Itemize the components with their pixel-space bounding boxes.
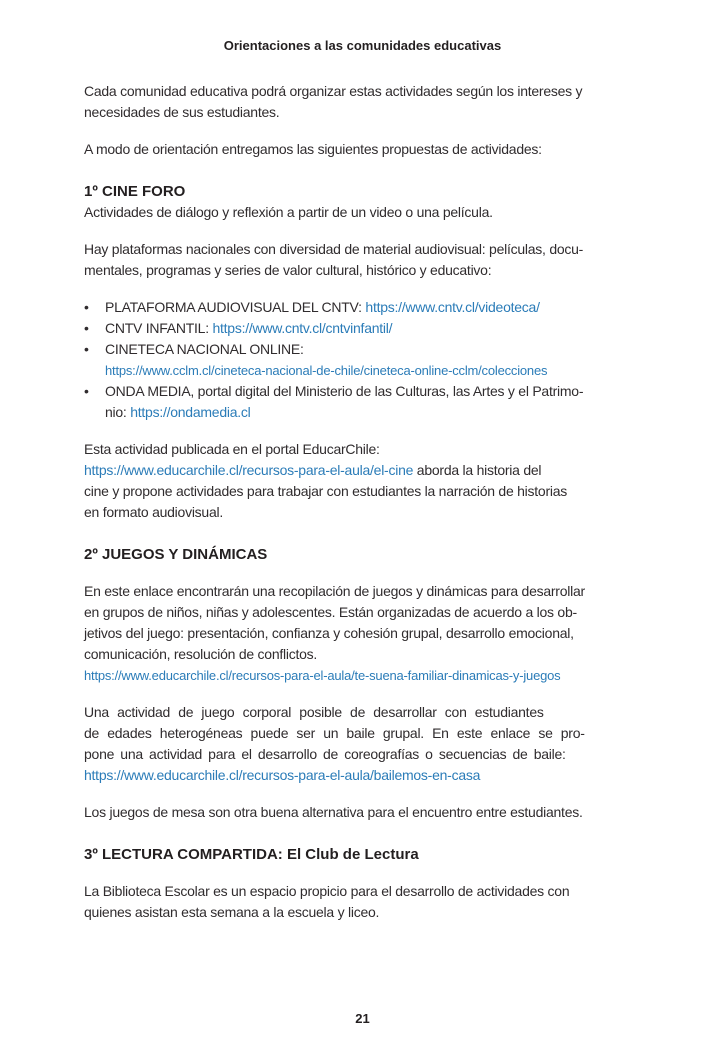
paragraph-line: Hay plataformas nacionales con diversidad de material audiovisual: películas, docu- bbox=[84, 241, 584, 257]
paragraph-line: en grupos de niños, niñas y adolescentes. Están organizadas de acuerdo a los ob- bbox=[84, 604, 577, 620]
paragraph-line: aborda la historia del bbox=[413, 462, 542, 478]
paragraph-line: pone una actividad para el desarrollo de coreografías o secuencias de baile: bbox=[84, 746, 566, 762]
paragraph-line: Los juegos de mesa son otra buena alternativa para el encuentro entre estudiantes. bbox=[84, 804, 583, 820]
link-cntv-infantil[interactable]: https://www.cntv.cl/cntvinfantil/ bbox=[212, 320, 393, 336]
link-educarchile-dinamicas-y-juegos[interactable]: https://www.educarchile.cl/recursos-para-el-aula/te-suena-familiar-dinamicas-y-juegos bbox=[84, 668, 561, 683]
bullet-icon: • bbox=[84, 383, 89, 399]
section-heading-cine-foro: 1º CINE FORO bbox=[84, 183, 186, 200]
intro-paragraph-2 bbox=[84, 139, 645, 160]
document-body bbox=[0, 81, 725, 923]
bullet-label-continued: nio: bbox=[105, 404, 131, 420]
paragraph-line: Cada comunidad educativa podrá organizar estas actividades según los intereses y bbox=[84, 83, 583, 99]
paragraph-line: mentales, programas y series de valor cultural, histórico y educativo: bbox=[84, 262, 492, 278]
paragraph-line: Una actividad de juego corporal posible de desarrollar con estudiantes bbox=[84, 704, 544, 720]
juegos-paragraph-3 bbox=[84, 802, 645, 823]
link-cineteca-online[interactable]: https://www.cclm.cl/cineteca-nacional-de-chile/cineteca-online-cclm/colecciones bbox=[105, 363, 548, 378]
paragraph-line: Actividades de diálogo y reflexión a partir de un video o una película. bbox=[84, 204, 493, 220]
paragraph-line: Esta actividad publicada en el portal EducarChile: bbox=[84, 441, 380, 457]
educarchile-cine-paragraph bbox=[84, 439, 645, 523]
list-item-cntv-videoteca bbox=[84, 297, 645, 318]
list-item-onda-media bbox=[84, 381, 645, 423]
intro-paragraph-1 bbox=[84, 81, 645, 123]
bullet-icon: • bbox=[84, 320, 89, 336]
bullet-icon: • bbox=[84, 299, 89, 315]
bullet-label: CINETECA NACIONAL ONLINE: bbox=[105, 341, 304, 357]
paragraph-line: En este enlace encontrarán una recopilación de juegos y dinámicas para desarrollar bbox=[84, 583, 585, 599]
running-header: Orientaciones a las comunidades educativas bbox=[223, 38, 502, 53]
link-educarchile-bailemos-en-casa[interactable]: https://www.educarchile.cl/recursos-para-el-aula/bailemos-en-casa bbox=[84, 767, 481, 783]
bullet-label: ONDA MEDIA, portal digital del Ministerio de las Culturas, las Artes y el Patrimo- bbox=[105, 383, 584, 399]
section-heading-juegos: 2º JUEGOS Y DINÁMICAS bbox=[84, 546, 268, 563]
paragraph-line: de edades heterogéneas puede ser un baile grupal. En este enlace se pro- bbox=[84, 725, 585, 741]
link-ondamedia[interactable]: https://ondamedia.cl bbox=[130, 404, 251, 420]
juegos-paragraph-2 bbox=[84, 702, 645, 786]
link-educarchile-el-cine[interactable]: https://www.educarchile.cl/recursos-para-el-aula/el-cine bbox=[84, 462, 414, 478]
platforms-bullet-list bbox=[84, 297, 645, 423]
bullet-icon: • bbox=[84, 341, 89, 357]
page-number: 21 bbox=[355, 1011, 370, 1026]
platforms-intro-paragraph bbox=[84, 239, 645, 281]
bullet-label: CNTV INFANTIL: bbox=[105, 320, 213, 336]
link-cntv-videoteca[interactable]: https://www.cntv.cl/videoteca/ bbox=[365, 299, 540, 315]
bullet-label: PLATAFORMA AUDIOVISUAL DEL CNTV: bbox=[105, 299, 366, 315]
paragraph-line: en formato audiovisual. bbox=[84, 504, 224, 520]
list-item-cntv-infantil bbox=[84, 318, 645, 339]
paragraph-line: quienes asistan esta semana a la escuela y liceo. bbox=[84, 904, 380, 920]
paragraph-line: comunicación, resolución de conflictos. bbox=[84, 646, 318, 662]
paragraph-line: A modo de orientación entregamos las siguientes propuestas de actividades: bbox=[84, 141, 542, 157]
juegos-paragraph-1 bbox=[84, 581, 645, 686]
paragraph-line: cine y propone actividades para trabajar con estudiantes la narración de historias bbox=[84, 483, 568, 499]
paragraph-line: necesidades de sus estudiantes. bbox=[84, 104, 280, 120]
paragraph-line: La Biblioteca Escolar es un espacio propicio para el desarrollo de actividades con bbox=[84, 883, 570, 899]
section-heading-lectura: 3º LECTURA COMPARTIDA: El Club de Lectura bbox=[84, 846, 419, 863]
lectura-paragraph-1 bbox=[84, 881, 645, 923]
cine-foro-subtitle bbox=[84, 202, 645, 223]
paragraph-line: jetivos del juego: presentación, confianza y cohesión grupal, desarrollo emocional, bbox=[84, 625, 574, 641]
list-item-cineteca-nacional bbox=[84, 339, 645, 381]
